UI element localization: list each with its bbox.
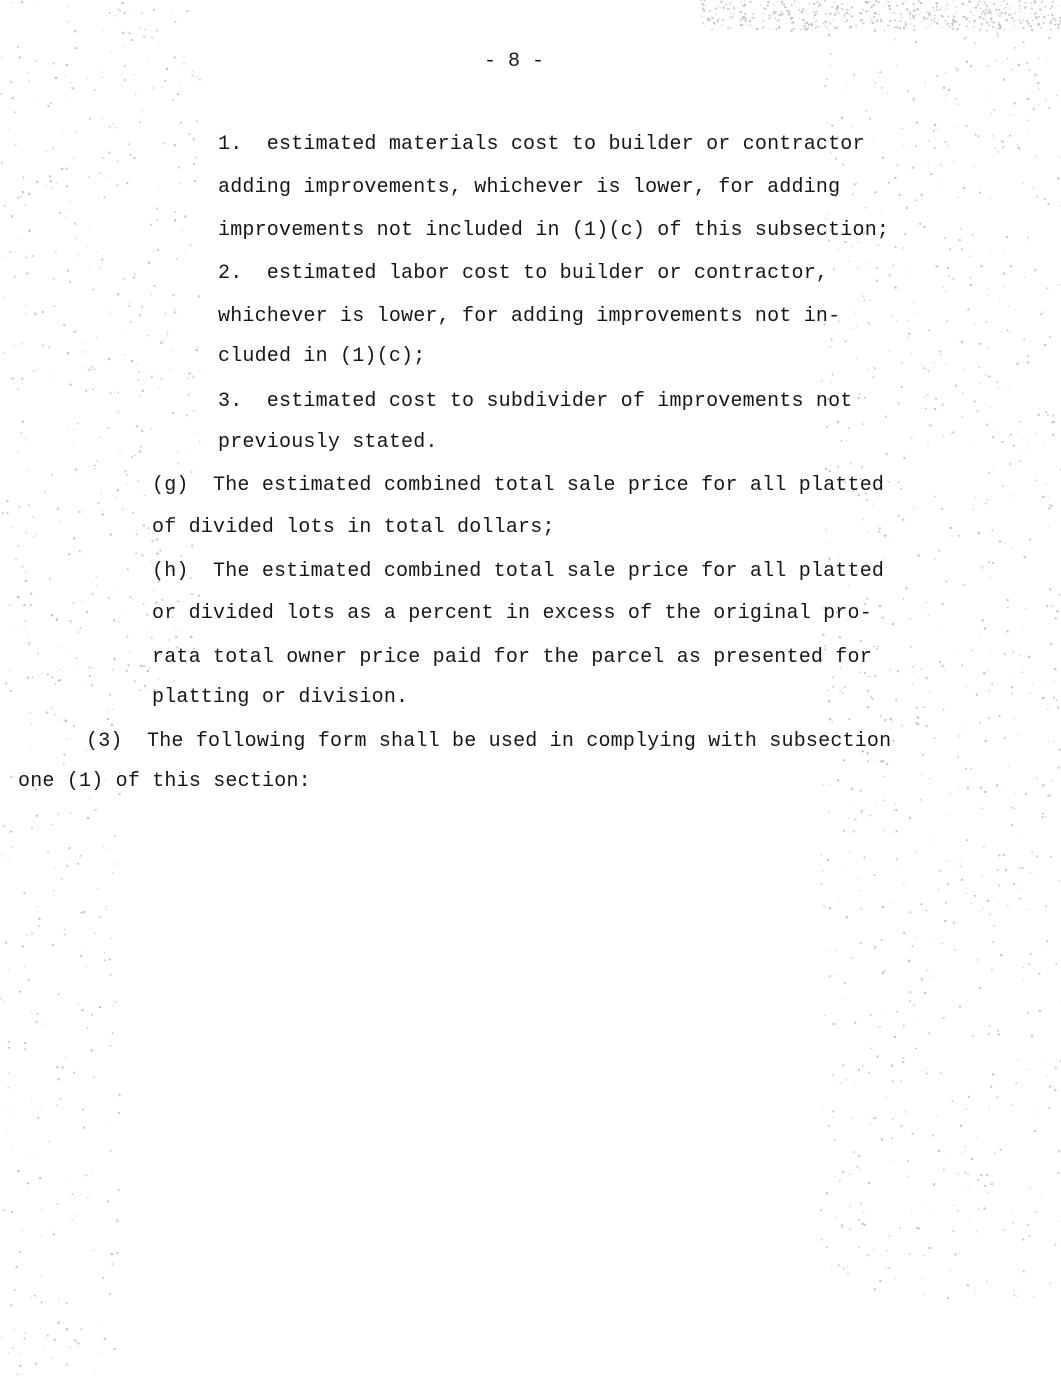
item-3-line-1: 3. estimated cost to subdivider of improvements not [218, 390, 853, 413]
page-number: - 8 - [484, 50, 545, 73]
item-2-line-2: whichever is lower, for adding improvements not in- [218, 305, 841, 328]
item-1-line-1: 1. estimated materials cost to builder or contractor [218, 133, 865, 156]
item-g-line-1: (g) The estimated combined total sale price for all platted [152, 474, 885, 497]
subsection-3-line-2: one (1) of this section: [18, 770, 311, 793]
item-1-line-2: adding improvements, whichever is lower, for adding [218, 176, 841, 199]
item-h-line-4: platting or division. [152, 686, 409, 709]
item-h-line-1: (h) The estimated combined total sale price for all platted [152, 560, 885, 583]
item-2-line-3: cluded in (1)(c); [218, 345, 426, 368]
item-2-line-1: 2. estimated labor cost to builder or contractor, [218, 262, 829, 285]
item-h-line-2: or divided lots as a percent in excess of the original pro- [152, 602, 872, 625]
item-h-line-3: rata total owner price paid for the parcel as presented for [152, 646, 872, 669]
item-3-line-2: previously stated. [218, 431, 438, 454]
item-g-line-2: of divided lots in total dollars; [152, 516, 555, 539]
item-1-line-3: improvements not included in (1)(c) of this subsection; [218, 219, 890, 242]
subsection-3-line-1: (3) The following form shall be used in complying with subsection [86, 730, 892, 753]
